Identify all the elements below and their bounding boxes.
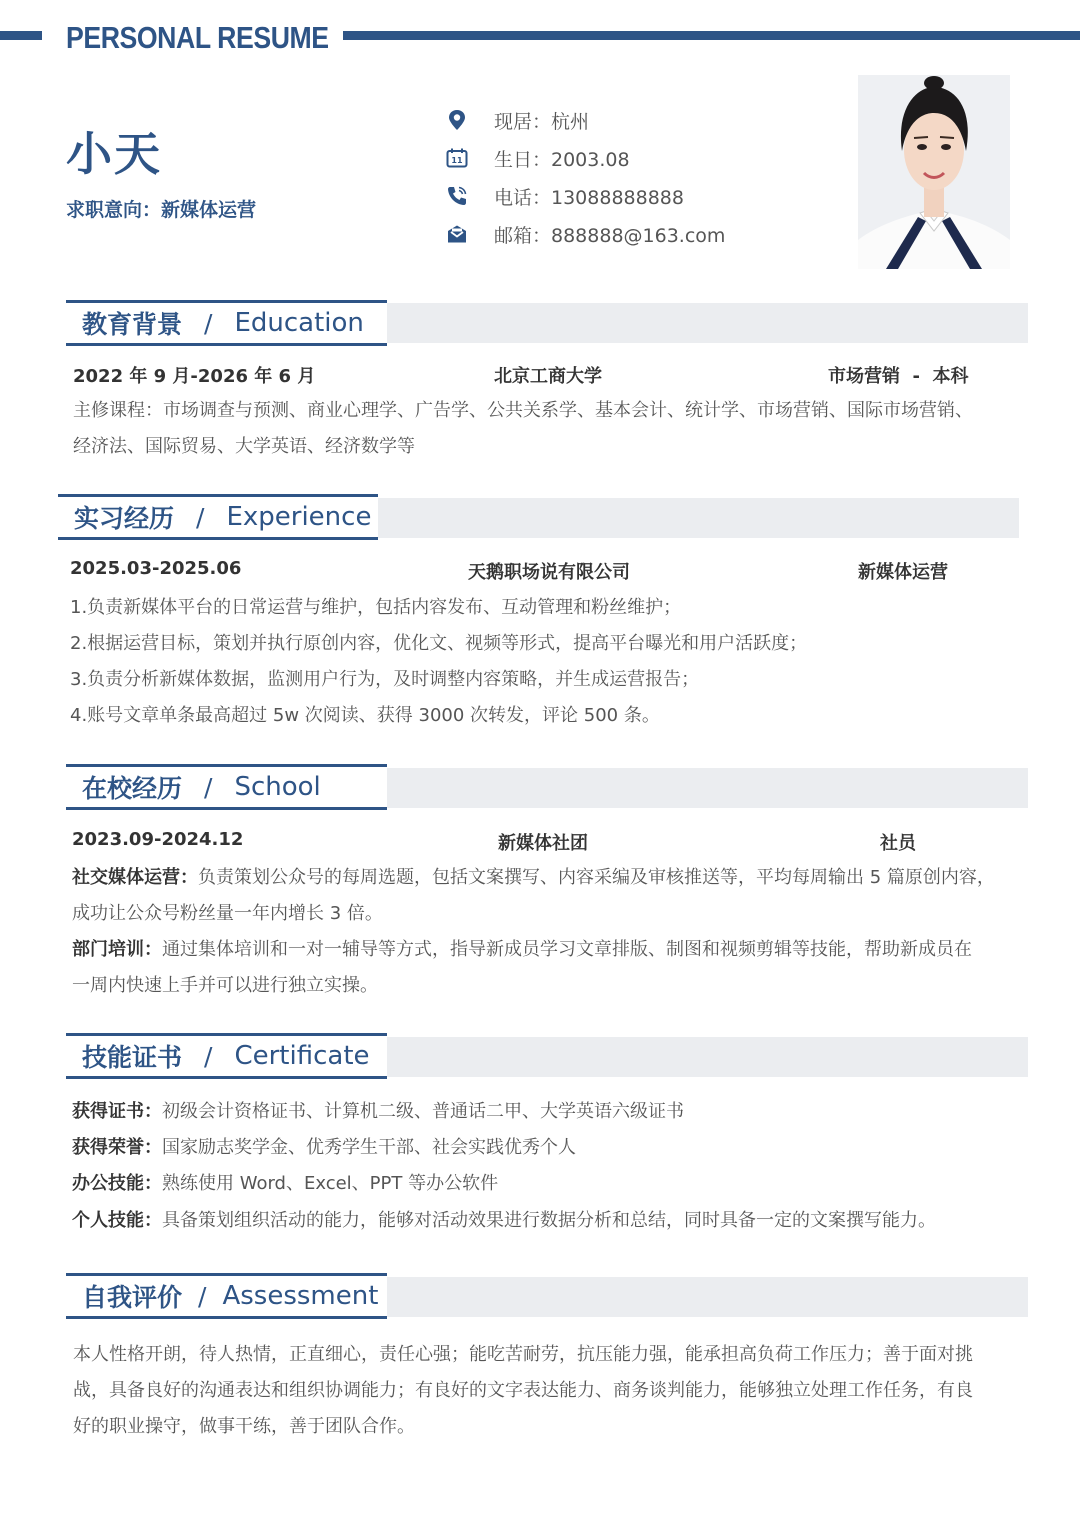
candidate-name: 小天 — [66, 127, 162, 181]
experience-date: 2025.03-2025.06 — [70, 558, 242, 579]
certificate-item — [72, 1203, 936, 1239]
certificate-header — [66, 1033, 387, 1079]
school-date: 2023.09-2024.12 — [72, 829, 244, 850]
education-major: 市场营销 - 本科 — [828, 366, 969, 387]
experience-company: 天鹅职场说有限公司 — [468, 562, 630, 583]
certificate-title-en: Certificate — [234, 1041, 370, 1071]
education-courses-line2: 经济法、国际贸易、大学英语、经济数学等 — [73, 436, 415, 457]
experience-role: 新媒体运营 — [858, 562, 948, 583]
school-org: 新媒体社团 — [498, 833, 588, 854]
mail-icon — [444, 221, 470, 247]
certificate-item — [72, 1130, 576, 1166]
certificate-title-slash: / — [204, 1041, 213, 1071]
experience-item: 1.负责新媒体平台的日常运营与维护，包括内容发布、互动管理和粉丝维护； — [70, 597, 682, 618]
job-intent-value: 新媒体运营 — [161, 199, 257, 221]
education-date: 2022 年 9 月-2026 年 6 月 — [73, 366, 316, 387]
school-p1-label: 社交媒体运营： — [72, 867, 198, 888]
school-title-slash: / — [204, 772, 213, 802]
assessment-title-cn: 自我评价 — [82, 1283, 183, 1312]
school-p2-line2: 一周内快速上手并可以进行独立实操。 — [72, 975, 378, 996]
experience-title-en: Experience — [226, 502, 372, 532]
education-title-cn: 教育背景 — [82, 310, 183, 339]
school-p1-text: 负责策划公众号的每周选题，包括文案撰写、内容采编及审核推送等，平均每周输出 5 篇原创内容， — [198, 867, 995, 888]
education-header — [66, 300, 387, 346]
certificate-item-text: 国家励志奖学金、优秀学生干部、社会实践优秀个人 — [162, 1137, 576, 1158]
school-header — [66, 764, 387, 810]
education-title-slash: / — [204, 308, 213, 338]
job-intent — [66, 195, 256, 222]
certificate-item-label: 办公技能： — [72, 1173, 162, 1194]
school-role: 社员 — [880, 833, 916, 854]
svg-text:11: 11 — [451, 156, 463, 165]
certificate-item-label: 个人技能： — [72, 1210, 162, 1231]
school-title-cn: 在校经历 — [82, 774, 183, 803]
contact-location — [444, 105, 589, 135]
contact-email-text: 邮箱：888888@163.com — [494, 224, 726, 247]
assessment-line3: 好的职业操守，做事干练，善于团队合作。 — [73, 1416, 415, 1437]
certificate-item-text: 初级会计资格证书、计算机二级、普通话二甲、大学英语六级证书 — [162, 1101, 684, 1122]
school-p2-line1 — [72, 932, 972, 968]
header-bar-right — [343, 31, 1080, 40]
school-p1-line2: 成功让公众号粉丝量一年内增长 3 倍。 — [72, 903, 383, 924]
location-pin-icon — [444, 107, 470, 133]
certificate-item — [72, 1094, 684, 1130]
education-courses-line1: 主修课程：市场调查与预测、商业心理学、广告学、公共关系学、基本会计、统计学、市场营销、国际市场营销、 — [73, 400, 973, 421]
school-title-en: School — [234, 772, 321, 802]
experience-item: 3.负责分析新媒体数据，监测用户行为，及时调整内容策略，并生成运营报告； — [70, 669, 700, 690]
education-summary-row — [0, 362, 1080, 392]
experience-item: 2.根据运营目标，策划并执行原创内容，优化文、视频等形式，提高平台曝光和用户活跃度； — [70, 633, 808, 654]
certificate-item-text: 具备策划组织活动的能力，能够对活动效果进行数据分析和总结，同时具备一定的文案撰写能力。 — [162, 1210, 936, 1231]
experience-header — [58, 494, 378, 540]
contact-phone — [444, 181, 684, 211]
school-summary-row — [0, 829, 1080, 859]
school-p1-line1 — [72, 860, 995, 896]
school-p2-label: 部门培训： — [72, 939, 162, 960]
phone-icon — [444, 183, 470, 209]
assessment-header — [66, 1273, 387, 1319]
contact-email — [444, 219, 725, 249]
experience-title-slash: / — [196, 502, 205, 532]
certificate-item — [72, 1166, 498, 1202]
school-p2-text: 通过集体培训和一对一辅导等方式，指导新成员学习文章排版、制图和视频剪辑等技能，帮助新成员在 — [162, 939, 972, 960]
experience-summary-row — [0, 558, 1080, 588]
contact-phone-text: 电话：13088888888 — [494, 186, 684, 209]
experience-title-cn: 实习经历 — [74, 504, 175, 533]
assessment-title-en: Assessment — [222, 1281, 379, 1311]
education-title-en: Education — [234, 308, 364, 338]
assessment-line2: 战，具备良好的沟通表达和组织协调能力；有良好的文字表达能力、商务谈判能力，能够独立处理工作任务，有良 — [73, 1380, 973, 1401]
certificate-item-text: 熟练使用 Word、Excel、PPT 等办公软件 — [162, 1173, 499, 1194]
contact-location-text: 现居：杭州 — [494, 110, 590, 133]
profile-photo — [858, 75, 1010, 269]
calendar-icon — [444, 145, 470, 171]
education-school: 北京工商大学 — [494, 366, 602, 387]
job-intent-label: 求职意向： — [66, 199, 162, 221]
certificate-item-label: 获得证书： — [72, 1101, 162, 1122]
header-bar-left — [0, 31, 42, 40]
certificate-item-label: 获得荣誉： — [72, 1137, 162, 1158]
certificate-title-cn: 技能证书 — [82, 1043, 183, 1072]
experience-item: 4.账号文章单条最高超过 5w 次阅读、获得 3000 次转发，评论 500 条。 — [70, 705, 660, 726]
assessment-line1: 本人性格开朗，待人热情，正直细心，责任心强；能吃苦耐劳，抗压能力强，能承担高负荷工作压力；善于面对挑 — [73, 1344, 973, 1365]
assessment-title-slash: / — [198, 1281, 207, 1311]
resume-title: PERSONAL RESUME — [66, 20, 329, 55]
contact-birthday — [444, 143, 630, 173]
contact-birthday-text: 生日：2003.08 — [494, 148, 630, 171]
